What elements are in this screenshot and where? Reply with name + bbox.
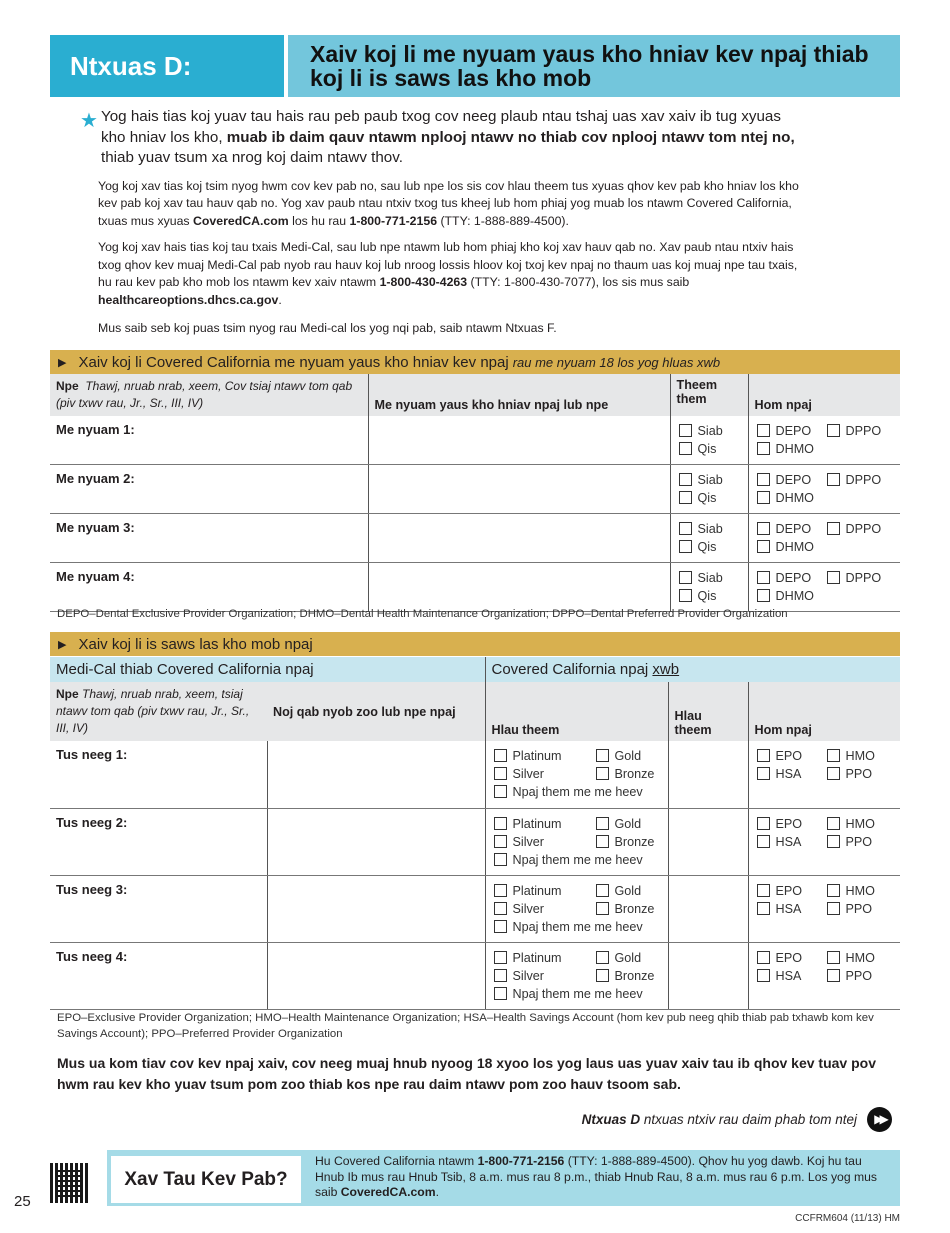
section-label: Ntxuas D: [50, 35, 284, 97]
dental-row [50, 563, 900, 612]
type-hmo-option[interactable]: HMO [827, 815, 875, 833]
metal-platinum-option[interactable]: Platinum [494, 882, 596, 900]
metal-tier-cell [485, 808, 668, 875]
checkbox-icon[interactable] [757, 540, 770, 553]
type-depo-option[interactable]: DEPO [757, 422, 827, 440]
type-dhmo-option[interactable]: DHMO [757, 587, 814, 605]
checkbox-icon[interactable] [827, 902, 840, 915]
checkbox-icon[interactable] [757, 884, 770, 897]
metal-tier-extra-cell[interactable] [668, 942, 748, 1009]
checkbox-icon[interactable] [757, 522, 770, 535]
checkbox-icon[interactable] [596, 835, 609, 848]
metal-tier-cell [485, 875, 668, 942]
checkbox-icon[interactable] [827, 969, 840, 982]
type-dppo-option[interactable]: DPPO [827, 471, 882, 489]
checkbox-icon[interactable] [827, 424, 840, 437]
intro-paragraph-2: Yog koj xav hais tias koj tau txais Medi-Cal, sau lub npe ntawm lub hom phiaj kho koj xav hauv qab no. Xav paub ntau ntxiv hais txog qhov kev muaj Medi-Cal pab nyob rau hauv koj lub nroog lossis hloov koj txoj kev npaj no thaum uas koj muaj npe tau txais, hu rau kev pab kho mob los ntawm kev xaiv ntawm 1-800-430-4263 (TTY: 1-800-430-7077), los sis mus saib healthcareoptions.dhcs.ca.gov. [98, 240, 798, 307]
checkbox-icon[interactable] [494, 920, 507, 933]
insurance-section-band: ▶ Xaiv koj li is saws las kho mob npaj [50, 632, 900, 656]
tier-qis-option[interactable]: Qis [679, 538, 717, 556]
dental-row-label: Me nyuam 4: [50, 563, 368, 612]
metal-silver-option[interactable]: Silver [494, 900, 596, 918]
checkbox-icon[interactable] [757, 835, 770, 848]
checkbox-icon[interactable] [757, 491, 770, 504]
tier-siab-option[interactable]: Siab [679, 471, 723, 489]
metal-gold-option[interactable]: Gold [596, 815, 642, 833]
checkbox-icon[interactable] [757, 473, 770, 486]
dental-row-label: Me nyuam 3: [50, 514, 368, 563]
insurance-row-label: Tus neeg 2: [50, 808, 267, 875]
type-depo-option[interactable]: DEPO [757, 569, 827, 587]
metal-platinum-option[interactable]: Platinum [494, 949, 596, 967]
checkbox-icon[interactable] [679, 491, 692, 504]
checkbox-icon[interactable] [679, 473, 692, 486]
checkbox-icon[interactable] [596, 969, 609, 982]
metal-gold-option[interactable]: Gold [596, 747, 642, 765]
tier-siab-option[interactable]: Siab [679, 520, 723, 538]
checkbox-icon[interactable] [679, 522, 692, 535]
footer-site-link[interactable]: CoveredCA.com [340, 1185, 436, 1199]
metal-platinum-option[interactable]: Platinum [494, 815, 596, 833]
metal-silver-option[interactable]: Silver [494, 765, 596, 783]
qr-code [50, 1163, 88, 1203]
checkbox-icon[interactable] [679, 589, 692, 602]
checkbox-icon[interactable] [757, 969, 770, 982]
dhcs-link[interactable]: healthcareoptions.dhcs.ca.gov [98, 292, 279, 307]
form-code: CCFRM604 (11/13) HM [795, 1213, 900, 1224]
insurance-type-cell [748, 875, 900, 942]
dental-type-cell [748, 563, 900, 612]
triangle-icon: ▶ [58, 638, 67, 651]
ins-col-name: Npe Thawj, nruab nrab, xeem, tsiaj ntawv tom qab (piv txwv rau, Jr., Sr., III, IV) [50, 682, 267, 741]
checkbox-icon[interactable] [596, 767, 609, 780]
insurance-row-label: Tus neeg 3: [50, 875, 267, 942]
checkbox-icon[interactable] [827, 473, 840, 486]
type-epo-option[interactable]: EPO [757, 882, 827, 900]
subhead-covered-ca: Covered California npaj xwb [485, 657, 900, 682]
metal-minimum-option[interactable]: Npaj them me me heev [494, 918, 643, 936]
checkbox-icon[interactable] [494, 884, 507, 897]
type-dppo-option[interactable]: DPPO [827, 422, 882, 440]
insurance-row-label: Tus neeg 1: [50, 741, 267, 808]
metal-tier-extra-cell[interactable] [668, 875, 748, 942]
checkbox-icon[interactable] [596, 817, 609, 830]
insurance-row [50, 875, 900, 942]
metal-gold-option[interactable]: Gold [596, 949, 642, 967]
subhead-medi-cal: Medi-Cal thiab Covered California npaj [50, 657, 485, 682]
metal-bronze-option[interactable]: Bronze [596, 967, 655, 985]
checkbox-icon[interactable] [757, 902, 770, 915]
type-hsa-option[interactable]: HSA [757, 833, 827, 851]
dental-tier-cell [670, 465, 748, 514]
type-hsa-option[interactable]: HSA [757, 967, 827, 985]
tier-siab-option[interactable]: Siab [679, 569, 723, 587]
checkbox-icon[interactable] [757, 767, 770, 780]
dental-row-label: Me nyuam 2: [50, 465, 368, 514]
type-dppo-option[interactable]: DPPO [827, 520, 882, 538]
checkbox-icon[interactable] [494, 853, 507, 866]
metal-tier-cell [485, 942, 668, 1009]
dental-plan-name-field[interactable] [368, 416, 670, 465]
dental-plan-name-field[interactable] [368, 514, 670, 563]
insurance-plan-name-field[interactable] [267, 741, 485, 808]
checkbox-icon[interactable] [679, 540, 692, 553]
dental-col-name: Npe Thawj, nruab nrab, xeem, Cov tsiaj ntawv tom qab (piv txwv rau, Jr., Sr., III, IV) [50, 374, 368, 416]
checkbox-icon[interactable] [494, 902, 507, 915]
type-epo-option[interactable]: EPO [757, 747, 827, 765]
checkbox-icon[interactable] [757, 817, 770, 830]
checkbox-icon[interactable] [757, 571, 770, 584]
section-header [50, 35, 900, 97]
type-dhmo-option[interactable]: DHMO [757, 538, 814, 556]
metal-tier-extra-cell[interactable] [668, 741, 748, 808]
checkbox-icon[interactable] [494, 767, 507, 780]
type-dhmo-option[interactable]: DHMO [757, 489, 814, 507]
intro-paragraph-3: Mus saib seb koj puas tsim nyog rau Medi-cal los yog nqi pab, saib ntawm Ntxuas F. [98, 321, 557, 335]
metal-tier-extra-cell[interactable] [668, 808, 748, 875]
dental-type-cell [748, 514, 900, 563]
checkbox-icon[interactable] [827, 884, 840, 897]
type-hmo-option[interactable]: HMO [827, 747, 875, 765]
dental-row [50, 465, 900, 514]
checkbox-icon[interactable] [494, 749, 507, 762]
dental-tier-cell [670, 563, 748, 612]
checkbox-icon[interactable] [827, 767, 840, 780]
insurance-type-cell [748, 942, 900, 1009]
ins-col-type: Hom npaj [748, 682, 900, 741]
dental-col-type: Hom npaj [748, 374, 900, 416]
metal-gold-option[interactable]: Gold [596, 882, 642, 900]
metal-minimum-option[interactable]: Npaj them me me heev [494, 783, 643, 801]
intro-lead: Yog hais tias koj yuav tau hais rau peb paub txog cov neeg plaub ntau tshaj uas xav xaiv ib tug xyuas kho hniav los kho, muab ib daim qauv ntawm nplooj ntawv no thiab cov nplooj ntawv tom ntej no, thiab yuav tsum xa nrog koj daim ntawv thov. [101, 108, 795, 166]
checkbox-icon[interactable] [494, 987, 507, 1000]
checkbox-icon[interactable] [596, 884, 609, 897]
metal-silver-option[interactable]: Silver [494, 833, 596, 851]
checkbox-icon[interactable] [494, 951, 507, 964]
type-ppo-option[interactable]: PPO [827, 967, 873, 985]
insurance-row-label: Tus neeg 4: [50, 942, 267, 1009]
ins-col-metal-2: Hlau theem [668, 682, 748, 741]
insurance-row [50, 942, 900, 1009]
checkbox-icon[interactable] [494, 817, 507, 830]
next-arrow-icon[interactable]: ▶▶ [867, 1107, 892, 1132]
insurance-row [50, 741, 900, 808]
dental-type-cell [748, 416, 900, 465]
checkbox-icon[interactable] [827, 951, 840, 964]
help-title: Xav Tau Kev Pab? [111, 1156, 301, 1203]
insurance-type-cell [748, 808, 900, 875]
help-footer [107, 1150, 900, 1206]
type-hmo-option[interactable]: HMO [827, 882, 875, 900]
checkbox-icon[interactable] [494, 835, 507, 848]
type-epo-option[interactable]: EPO [757, 949, 827, 967]
checkbox-icon[interactable] [679, 442, 692, 455]
insurance-row [50, 808, 900, 875]
triangle-icon: ▶ [58, 356, 67, 369]
checkbox-icon[interactable] [757, 589, 770, 602]
checkbox-icon[interactable] [596, 951, 609, 964]
ins-col-metal: Hlau theem [485, 682, 668, 741]
coveredca-link[interactable]: CoveredCA.com [193, 213, 289, 228]
metal-silver-option[interactable]: Silver [494, 967, 596, 985]
metal-bronze-option[interactable]: Bronze [596, 900, 655, 918]
type-dhmo-option[interactable]: DHMO [757, 440, 814, 458]
tier-qis-option[interactable]: Qis [679, 587, 717, 605]
intro [80, 107, 800, 338]
tier-qis-option[interactable]: Qis [679, 489, 717, 507]
dental-row [50, 416, 900, 465]
tier-siab-option[interactable]: Siab [679, 422, 723, 440]
intro-paragraph-1: Yog koj xav tias koj tsim nyog hwm cov kev pab no, sau lub npe los sis cov hlau theem tus xyuas qhov kev pab kho hniav los kho kev pab koj xav tau hauv qab no. Yog xav paub ntau ntxiv txog tus kheej lub hom phiaj yog muab los ntawm Covered California, txuas mus xyuas CoveredCA.com los hu rau 1-800-771-2156 (TTY: 1-888-889-4500). [98, 178, 799, 228]
dental-plan-name-field[interactable] [368, 465, 670, 514]
checkbox-icon[interactable] [827, 749, 840, 762]
dental-plan-name-field[interactable] [368, 563, 670, 612]
dental-type-cell [748, 465, 900, 514]
insurance-plan-name-field[interactable] [267, 942, 485, 1009]
signature-warning: Mus ua kom tiav cov kev npaj xaiv, cov neeg muaj hnub nyoog 18 xyoo los yog laus uas yuav xaiv tau ib qhov kev tuav pov hwm rau kev kho yuav tsum pom zoo thiab kos npe rau daim ntawv pom zoo hauv tsoom sab. [57, 1055, 876, 1092]
checkbox-icon[interactable] [494, 785, 507, 798]
insurance-type-cell [748, 741, 900, 808]
type-depo-option[interactable]: DEPO [757, 520, 827, 538]
tier-qis-option[interactable]: Qis [679, 440, 717, 458]
page-number: 25 [14, 1193, 31, 1210]
metal-bronze-option[interactable]: Bronze [596, 833, 655, 851]
dental-row [50, 514, 900, 563]
metal-tier-cell [485, 741, 668, 808]
checkbox-icon[interactable] [679, 424, 692, 437]
metal-platinum-option[interactable]: Platinum [494, 747, 596, 765]
metal-minimum-option[interactable]: Npaj them me me heev [494, 851, 643, 869]
insurance-footnote: EPO–Exclusive Provider Organization; HMO–Health Maintenance Organization; HSA–Health Savings Account (hom kev pub neeg qhib thiab pab txhawb kom kev Savings Account); PPO–Preferred Provider Organization [57, 1012, 874, 1040]
continue-note: Ntxuas D ntxuas ntxiv rau daim phab tom ntej ▶▶ [582, 1107, 892, 1132]
metal-bronze-option[interactable]: Bronze [596, 765, 655, 783]
section-title: Xaiv koj li me nyuam yaus kho hniav kev npaj thiab koj li is saws las kho mob [288, 35, 900, 97]
checkbox-icon[interactable] [596, 902, 609, 915]
type-ppo-option[interactable]: PPO [827, 765, 873, 783]
checkbox-icon[interactable] [757, 442, 770, 455]
dental-row-label: Me nyuam 1: [50, 416, 368, 465]
star-icon: ★ [80, 110, 98, 132]
insurance-plan-name-field[interactable] [267, 875, 485, 942]
checkbox-icon[interactable] [827, 817, 840, 830]
dental-tier-cell [670, 514, 748, 563]
checkbox-icon[interactable] [827, 835, 840, 848]
checkbox-icon[interactable] [827, 522, 840, 535]
metal-minimum-option[interactable]: Npaj them me me heev [494, 985, 643, 1003]
ins-col-plan: Noj qab nyob zoo lub npe npaj [267, 682, 485, 741]
insurance-table [50, 657, 900, 1010]
help-text: Hu Covered California ntawm 1-800-771-2156 (TTY: 1-888-889-4500). Qhov hu yog dawb. Koj hu tau Hnub Ib mus rau Hnub Tsib, 8 a.m. mus rau 8 p.m., thiab Hnub Rau, 8 a.m. mus rau 6 p.m. Los yog mus saib CoveredCA.com. [315, 1154, 878, 1199]
type-dppo-option[interactable]: DPPO [827, 569, 882, 587]
dental-section-band: ▶ Xaiv koj li Covered California me nyuam yaus kho hniav kev npaj rau me nyuam 18 los yog hluas xwb [50, 350, 900, 374]
dental-table [50, 374, 900, 612]
type-hsa-option[interactable]: HSA [757, 765, 827, 783]
checkbox-icon[interactable] [757, 424, 770, 437]
insurance-plan-name-field[interactable] [267, 808, 485, 875]
dental-col-tier: Theem them [670, 374, 748, 416]
checkbox-icon[interactable] [596, 749, 609, 762]
checkbox-icon[interactable] [757, 951, 770, 964]
checkbox-icon[interactable] [827, 571, 840, 584]
dental-tier-cell [670, 416, 748, 465]
type-ppo-option[interactable]: PPO [827, 833, 873, 851]
checkbox-icon[interactable] [757, 749, 770, 762]
dental-col-plan: Me nyuam yaus kho hniav npaj lub npe [368, 374, 670, 416]
checkbox-icon[interactable] [679, 571, 692, 584]
checkbox-icon[interactable] [494, 969, 507, 982]
dental-footnote: DEPO–Dental Exclusive Provider Organization; DHMO–Dental Health Maintenance Organization; DPPO–Dental Preferred Provider Organization [57, 608, 788, 620]
type-depo-option[interactable]: DEPO [757, 471, 827, 489]
type-hsa-option[interactable]: HSA [757, 900, 827, 918]
type-hmo-option[interactable]: HMO [827, 949, 875, 967]
type-ppo-option[interactable]: PPO [827, 900, 873, 918]
type-epo-option[interactable]: EPO [757, 815, 827, 833]
